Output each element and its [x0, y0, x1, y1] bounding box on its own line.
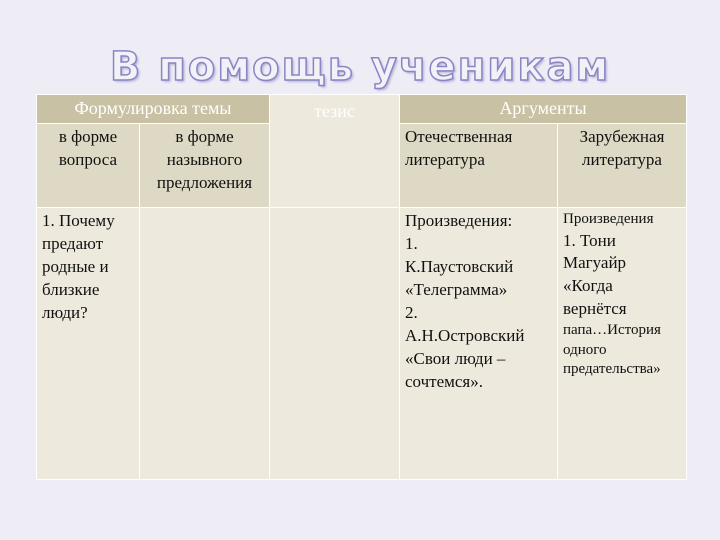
domestic-line: К.Паустовский — [405, 256, 514, 276]
domestic-line: 2. — [405, 302, 418, 322]
foreign-line: Произведения — [563, 211, 654, 227]
slide-title: В помощь ученикам — [109, 44, 611, 90]
cell-foreign — [558, 208, 687, 480]
question-number: 1. — [42, 211, 55, 230]
foreign-line: папа…История — [563, 322, 661, 339]
cell-domestic — [400, 208, 558, 480]
subheader-question-form: в форме вопроса — [37, 124, 140, 208]
topics-table — [36, 94, 687, 480]
foreign-line: «Когда — [563, 276, 613, 296]
domestic-line: 1. — [405, 233, 418, 253]
foreign-line: вернётся — [563, 299, 627, 319]
header-thesis — [270, 95, 400, 208]
question-text: Почему предают родные и близкие люди? — [42, 211, 115, 322]
domestic-line: «Свои люди – — [405, 348, 506, 368]
cell-question — [37, 208, 140, 480]
header-arguments: Аргументы — [400, 95, 687, 124]
header-topic: Формулировка темы — [37, 95, 270, 124]
domestic-line: «Телеграмма» — [405, 279, 508, 299]
foreign-line: Магуайр — [563, 253, 627, 273]
domestic-line: сочтемся». — [405, 371, 484, 391]
subheader-domestic: Отечественная литература — [400, 124, 558, 208]
domestic-line: А.Н.Островский — [405, 325, 525, 345]
foreign-line: 1. Тони — [563, 230, 616, 250]
cell-nominative — [140, 208, 270, 480]
domestic-line: Произведения: — [405, 211, 513, 230]
cell-thesis — [270, 208, 400, 480]
subheader-nominative-form: в форме назывного предложения — [140, 124, 270, 208]
subheader-foreign: Зарубежная литература — [558, 124, 687, 208]
foreign-line: предательства» — [563, 361, 661, 378]
foreign-line: одного — [563, 341, 607, 358]
thesis-label: тезис — [314, 101, 355, 121]
